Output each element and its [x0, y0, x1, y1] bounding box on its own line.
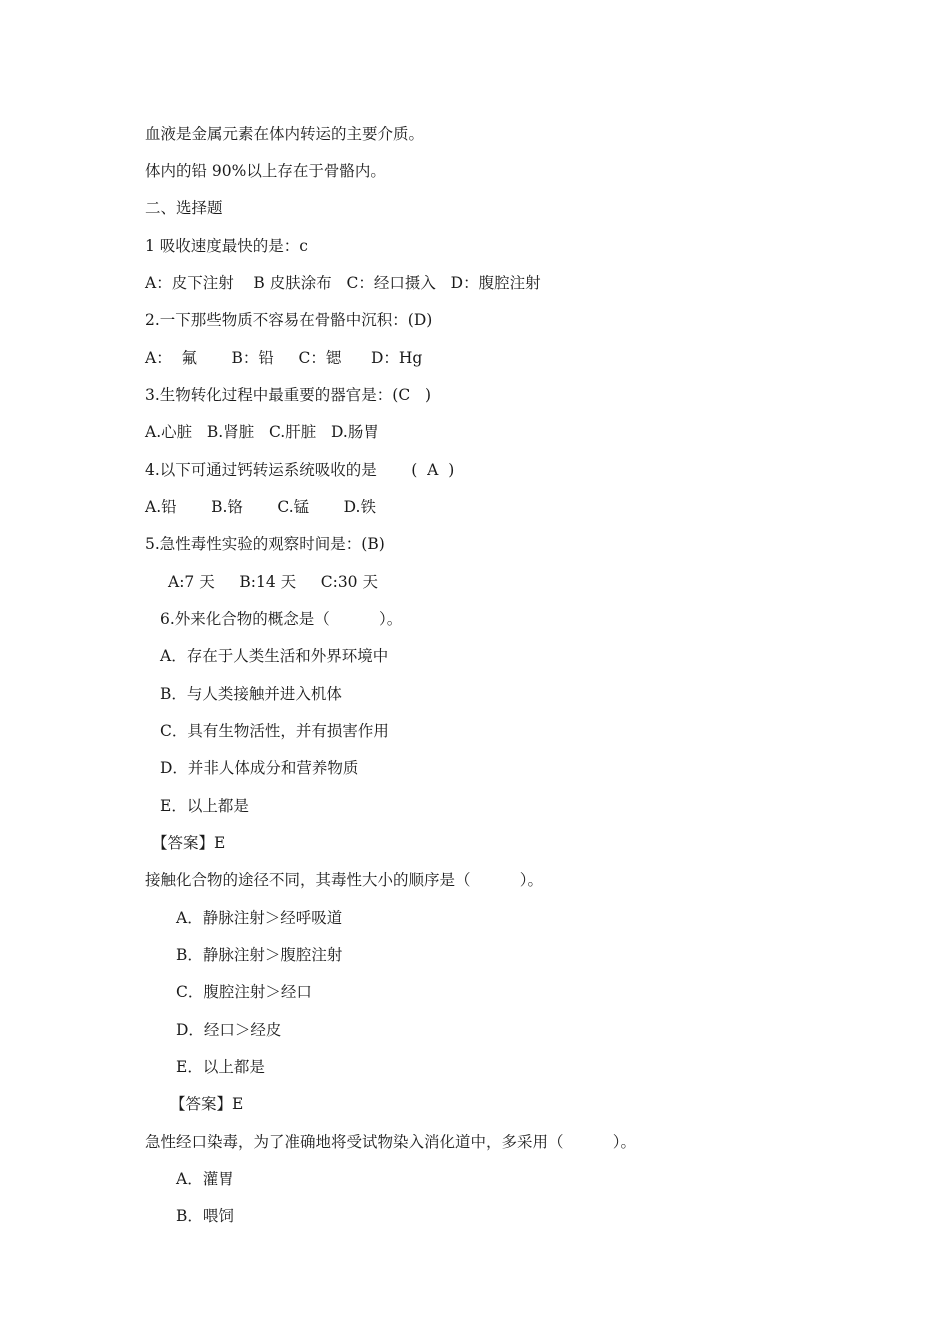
question-7-option-a: A．静脉注射＞经呼吸道 [176, 909, 343, 927]
question-3-options: A.心脏 B.肾脏 C.肝脏 D.肠胃 [145, 423, 379, 441]
question-6-option-d: D．并非人体成分和营养物质 [160, 759, 359, 777]
question-1: 1 吸收速度最快的是：c [145, 237, 308, 255]
question-7-option-e: E．以上都是 [176, 1058, 265, 1076]
question-2: 2.一下那些物质不容易在骨骼中沉积：(D) [145, 311, 433, 329]
question-6-option-b: B．与人类接触并进入机体 [160, 685, 342, 703]
question-8-option-a: A．灌胃 [176, 1170, 234, 1188]
question-8-option-b: B．喂饲 [176, 1207, 234, 1225]
question-4-options: A.铅 B.铬 C.锰 D.铁 [145, 498, 376, 516]
statement-line: 体内的铅 90%以上存在于骨骼内。 [145, 162, 386, 180]
question-2-options: A： 氟 B：铅 C：锶 D：Hg [145, 349, 423, 367]
question-6-option-c: C．具有生物活性，并有损害作用 [160, 722, 389, 740]
question-7-option-b: B．静脉注射＞腹腔注射 [176, 946, 343, 964]
question-6-answer: 【答案】E [152, 834, 226, 852]
question-4: 4.以下可通过钙转运系统吸收的是 ( A ) [145, 461, 455, 479]
question-5: 5.急性毒性实验的观察时间是：(B) [145, 535, 385, 553]
question-7-answer: 【答案】E [170, 1095, 244, 1113]
question-7-option-c: C．腹腔注射＞经口 [176, 983, 312, 1001]
question-3: 3.生物转化过程中最重要的器官是：(C ) [145, 386, 432, 404]
question-7: 接触化合物的途径不同，其毒性大小的顺序是（ ）。 [145, 871, 544, 889]
question-7-option-d: D．经口＞经皮 [176, 1021, 282, 1039]
section-heading: 二、选择题 [145, 199, 223, 217]
statement-line: 血液是金属元素在体内转运的主要介质。 [145, 125, 425, 143]
question-6-option-a: A．存在于人类生活和外界环境中 [160, 647, 389, 665]
question-5-options: A:7 天 B:14 天 C:30 天 [168, 573, 378, 591]
question-8: 急性经口染毒，为了准确地将受试物染入消化道中，多采用（ ）。 [145, 1133, 637, 1151]
question-6: 6.外来化合物的概念是（ ）。 [160, 610, 403, 628]
question-6-option-e: E．以上都是 [160, 797, 249, 815]
question-1-options: A：皮下注射 B 皮肤涂布 C：经口摄入 D：腹腔注射 [145, 274, 541, 292]
